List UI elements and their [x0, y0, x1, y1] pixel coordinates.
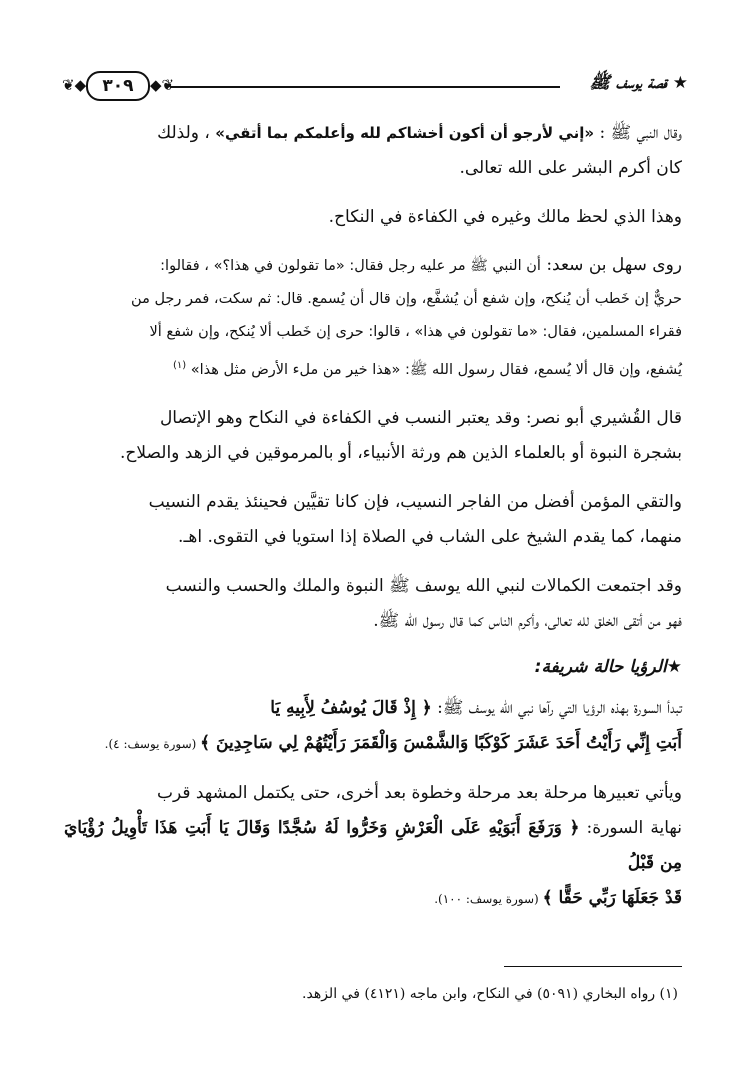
paragraph-4 [64, 401, 682, 471]
quran-verse-2b: قَدْ جَعَلَهَا رَبِّي حَقًّا ﴾ [542, 887, 682, 908]
hadith-quote: «إني لأرجو أن أكون أخشاكم لله وأعلمكم بما أتقي» [215, 124, 595, 142]
s2-line-1: ويأتي تعبيرها مرحلة بعد مرحلة وخطوة بعد أخرى، حتى يكتمل المشهد قرب [156, 782, 682, 803]
paragraph-5 [64, 485, 682, 555]
hadith-line-3: فقراء المسلمين، فقال: «ما تقولون في هذا» ، قالوا: حرى إن خَطب ألا يُنكح، وإن شفع ألا [149, 324, 682, 340]
quran-verse-1a: ﴿ إِذْ قَالَ يُوسُفُ لِأَبِيهِ يَا [270, 697, 432, 718]
s2-text: نهاية السورة: [579, 817, 682, 838]
section-star-icon: ★ [666, 656, 682, 677]
ornament-right-icon: ❦◆ [150, 76, 175, 94]
hadith-line-2: حريٌّ إن خَطب أن يُنكح، وإن شفع أن يُشفَّع، وإن قال أن يُسمع. قال: ثم سكت، فمر رجل من [131, 291, 682, 307]
p1-text-a: وقال النبي ﷺ : [594, 123, 682, 143]
quran-verse-1b: أَبَتِ إِنِّي رَأَيْتُ أَحَدَ عَشَرَ كَوْكَبًا وَالشَّمْسَ وَالْقَمَرَ رَأَيْتُهُمْ لِي سَاجِدِينَ ﴾ [200, 732, 682, 753]
quran-verse-2a: ﴿ وَرَفَعَ أَبَوَيْهِ عَلَى الْعَرْشِ وَخَرُّوا لَهُ سُجَّدًا وَقَالَ يَا أَبَتِ هَذَا تَأْوِيلُ رُؤْيَايَ مِن قَبْلُ [64, 817, 682, 873]
page-number: ٣٠٩ [86, 71, 150, 101]
ornament-left-icon: ◆❦ [62, 76, 87, 94]
p6-line-2: فهو من أتقى الخلق لله تعالى، وأكرم الناس كما قال رسول الله ﷺ. [373, 610, 682, 631]
footnote: (١) رواه البخاري (٥٠٩١) في النكاح، وابن ماجه (٤١٢١) في الزهد. [302, 986, 678, 1002]
book-title-text: قصة يوسف ﷺ [589, 73, 667, 93]
page-body [64, 116, 682, 931]
p1-line-2: كان أكرم البشر على الله تعالى. [459, 158, 682, 178]
page-header [60, 62, 688, 102]
p4-line-1: قال القُشيري أبو نصر: وقد يعتبر النسب في الكفاءة في النكاح وهو الإتصال [159, 407, 682, 428]
header-rule [170, 86, 560, 88]
narrator-text: روى سهل بن سعد: [540, 255, 682, 275]
p6-line-1: وقد اجتمعت الكمالات لنبي الله يوسف ﷺ النبوة والملك والحسب والنسب [165, 575, 682, 596]
hadith-line-1: أن النبي ﷺ مر عليه رجل فقال: «ما تقولون في هذا؟» ، فقالوا: [160, 258, 541, 274]
footnote-rule [504, 966, 682, 967]
footnote-marker: (١) [172, 360, 187, 371]
p4-line-2: بشجرة النبوة أو بالعلماء الذين هم ورثة الأنبياء، أو بالمرموقين في الزهد والصلاح. [120, 442, 682, 463]
page-number-block [60, 68, 176, 102]
p5-line-1: والتقي المؤمن أفضل من الفاجر النسيب، فإن كانا تقيَّين فحينئذ يقدم النسيب [148, 491, 682, 512]
p5-line-2: منهما، كما يقدم الشيخ على الشاب في الصلاة إذا استويا في التقوى. اهـ. [178, 526, 682, 547]
s1-text: تبدأ السورة بهذه الرؤيا التي رآها نبي الله يوسف ﷺ: [431, 697, 682, 718]
section-heading-text: الرؤيا حالة شريفة: [534, 656, 667, 677]
section-heading [64, 657, 682, 677]
title-star-icon: ★ [672, 73, 688, 93]
section-paragraph-2 [64, 776, 682, 917]
verse-reference-1: (سورة يوسف: ٤). [104, 736, 201, 751]
verse-reference-2: (سورة يوسف: ١٠٠). [434, 891, 543, 906]
paragraph-1 [64, 116, 682, 186]
hadith-line-4: يُشفع، وإن قال ألا يُسمع، فقال رسول الله ﷺ: «هذا خير من ملء الأرض مثل هذا» [190, 361, 682, 378]
hadith-paragraph [64, 249, 682, 387]
p1-text-c: ، ولذلك [157, 123, 216, 143]
section-paragraph-1 [64, 691, 682, 762]
paragraph-2: وهذا الذي لحظ مالك وغيره في الكفاءة في النكاح. [328, 207, 682, 227]
running-title [590, 72, 689, 97]
paragraph-6 [64, 569, 682, 639]
